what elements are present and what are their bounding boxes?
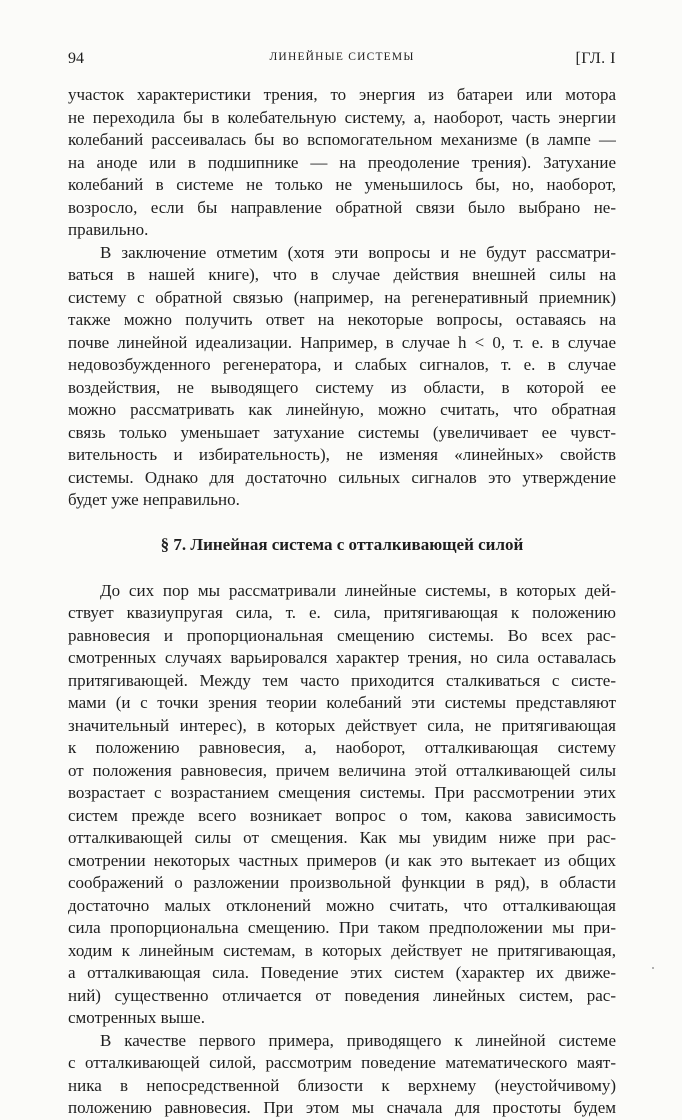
- text-line: соображений о разложении произвольной функции в ряд), в области: [68, 873, 616, 892]
- text-line: не переходила бы в колебательную систему, а, наоборот, часть энергии: [68, 107, 616, 127]
- text-line: равновесия и пропорциональная смещению системы. Во всех рас-: [68, 625, 616, 645]
- text-line: а отталкивающая сила. Поведение этих систем (характер их движе-: [68, 963, 616, 982]
- text-line: колебаний в системе не только не уменьшилось бы, но, наоборот,: [68, 175, 616, 194]
- text-line: возросло, если бы направление обратной связи было выбрано не-: [68, 197, 616, 217]
- text-line: будет уже неправильно.: [68, 490, 240, 509]
- paragraph-conclusion: [68, 242, 616, 512]
- text-line: ствует квазиупругая сила, т. е. сила, притягивающая к положению: [68, 603, 616, 622]
- text-line: вительность и избирательность), не изменяя «линейных» свойств: [68, 445, 616, 464]
- text-line: на аноде или в подшипнике — на преодоление трения). Затухание: [68, 152, 616, 172]
- text-line: До сих пор мы рассматривали линейные системы, в которых дей-: [100, 580, 616, 600]
- chapter-marker: [ГЛ. I: [575, 50, 616, 67]
- text-line: систему с обратной связью (например, на регенеративный приемник): [68, 287, 616, 307]
- text-line: ний) существенно отличается от поведения линейных систем, рас-: [68, 985, 616, 1005]
- text-line: притягивающей. Между тем часто приходится сталкиваться с систе-: [68, 670, 616, 690]
- text-line: систем прежде всего возникает вопрос о том, какова зависимость: [68, 805, 616, 825]
- text-line: В качестве первого примера, приводящего к линейной системе: [100, 1030, 616, 1050]
- page-number: 94: [68, 50, 84, 67]
- text-line: можно рассматривать как линейную, можно считать, что обратная: [68, 400, 616, 419]
- text-line: достаточно малых отклонений можно считать, что отталкивающая: [68, 895, 616, 915]
- running-header: [68, 50, 616, 72]
- text-line: возрастает с возрастанием смещения системы. При рассмотрении этих: [68, 783, 616, 802]
- text-line: смотренных выше.: [68, 1008, 205, 1027]
- text-line: также можно получить ответ на некоторые вопросы, оставаясь на: [68, 310, 616, 329]
- text-line: от положения равновесия, причем величина этой отталкивающей силы: [68, 760, 616, 780]
- running-title: ЛИНЕЙНЫЕ СИСТЕМЫ: [269, 51, 415, 63]
- text-line: ника в непосредственной близости к верхнему (неустойчивому): [68, 1075, 616, 1095]
- scan-speck: [652, 967, 654, 969]
- text-line: значительный интерес), в которых действует сила, не притягивающая: [68, 715, 616, 735]
- section-heading: § 7. Линейная система с отталкивающей силой: [160, 534, 524, 554]
- text-line: смотрении некоторых частных примеров (и как это вытекает из общих: [68, 850, 616, 870]
- text-line: сила пропорциональна смещению. При таком предположении мы при-: [68, 918, 616, 937]
- text-line: воздействия, не выводящего систему из области, в которой ее: [68, 377, 616, 397]
- paragraph-pendulum-example: [68, 1030, 616, 1120]
- text-line: отталкивающей силы от смещения. Как мы увидим ниже при рас-: [68, 828, 616, 847]
- text-line: колебаний рассеивалась бы во вспомогательном механизме (в лампе —: [68, 130, 616, 149]
- text-line: ходим к линейным системам, в которых действует не притягивающая,: [68, 940, 616, 960]
- text-line: с отталкивающей силой, рассмотрим поведение математического маят-: [68, 1053, 616, 1072]
- text-line: ваться в нашей книге), что в случае действия внешней силы на: [68, 265, 616, 284]
- text-line: В заключение отметим (хотя эти вопросы и не будут рассматри-: [100, 242, 616, 262]
- text-line: системы. Однако для достаточно сильных сигналов это утверждение: [68, 467, 616, 487]
- page-body: [68, 84, 616, 1120]
- text-line: связь только уменьшает затухание системы (увеличивает ее чувст-: [68, 422, 616, 442]
- text-line: участок характеристики трения, то энергия из батареи или мотора: [68, 85, 616, 104]
- text-line: недовозбужденного регенератора, и слабых сигналов, т. е. в случае: [68, 355, 616, 374]
- text-line: правильно.: [68, 220, 149, 239]
- paragraph-section-intro: [68, 580, 616, 1030]
- text-line: к положению равновесия, а, наоборот, отталкивающая систему: [68, 738, 616, 757]
- text-line: положению равновесия. При этом мы сначала для простоты будем: [68, 1098, 616, 1117]
- text-line: почве линейной идеализации. Например, в случае h < 0, т. е. в случае: [68, 332, 616, 352]
- text-line: мами (и с точки зрения теории колебаний эти системы представляют: [68, 693, 616, 712]
- paragraph-continuation: [68, 84, 616, 242]
- text-line: смотренных случаях варьировался характер трения, но сила оставалась: [68, 648, 616, 667]
